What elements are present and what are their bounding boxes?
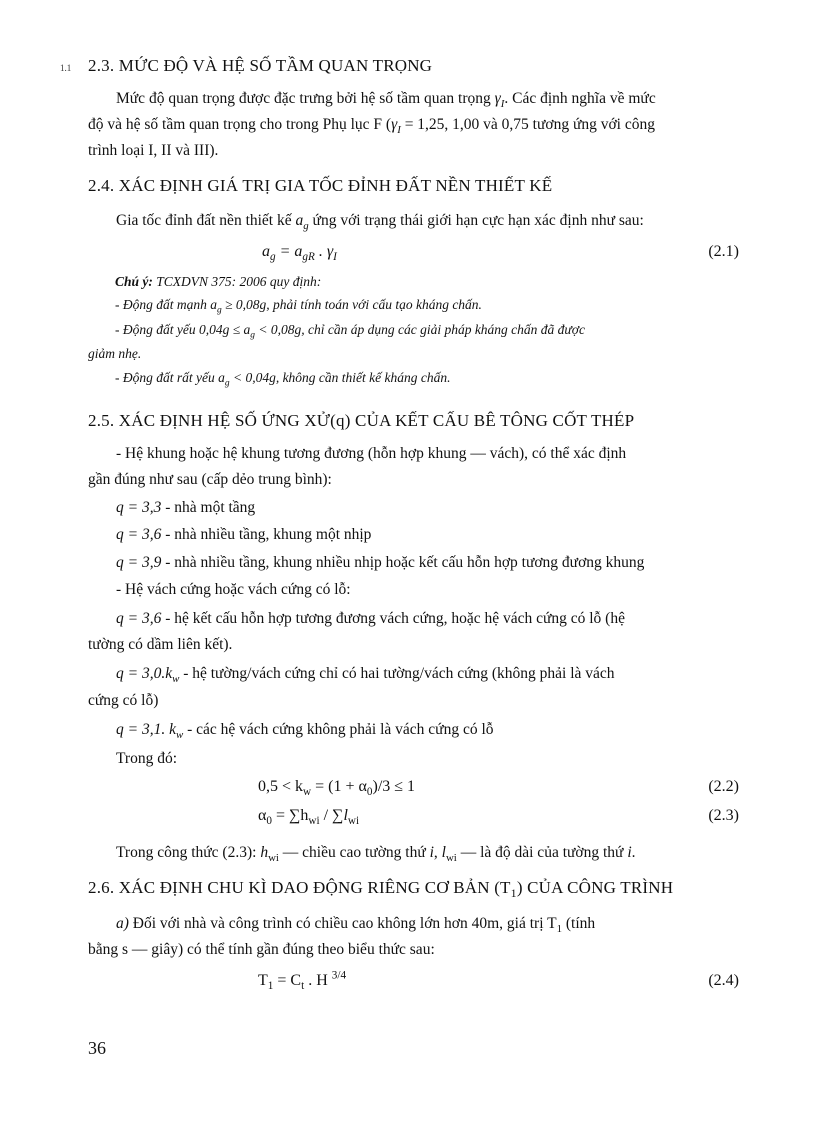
note-item-3: - Động đất rất yếu $a_g < 0,04g$, không cần thiết kế kháng chấn.	[115, 370, 451, 389]
section-2-5-line-3: - Hệ vách cứng hoặc vách cứng có lỗ:	[116, 581, 351, 598]
q-item-4-cont: tường có dầm liên kết).	[88, 636, 233, 653]
q-item-1: q = 3,3 - nhà một tầng	[116, 499, 256, 516]
q-item-6: q = 3,1. $k_w$ - các hệ vách cứng không phải là vách cứng có lỗ	[116, 721, 494, 741]
section-2-6-line-1: a) Đối với nhà và công trình có chiều cao không lớn hơn 40m, giá trị $T_1$ (tính	[116, 915, 596, 935]
equation-2-3-number: (2.3)	[708, 807, 739, 824]
section-2-5-title: 2.5. XÁC ĐỊNH HỆ SỐ ỨNG XỬ(q) CỦA KẾT CẤU BÊ TÔNG CỐT THÉP	[88, 411, 635, 430]
section-2-5-line-1: - Hệ khung hoặc hệ khung tương đương (hỗn hợp khung — vách), có thể xác định	[116, 445, 627, 462]
section-2-3-title: 2.3. MỨC ĐỘ VÀ HỆ SỐ TẦM QUAN TRỌNG	[88, 56, 433, 75]
section-2-6-line-2: bằng s — giây) có thể tính gần đúng theo biểu thức sau:	[88, 941, 435, 958]
note-item-2-cont: giảm nhẹ.	[88, 346, 142, 361]
q-item-4: q = 3,6 - hệ kết cấu hỗn hợp tương đương vách cứng, hoặc hệ vách cứng có lỗ (hệ	[116, 610, 625, 627]
equation-2-4: $T_1 = C_t$ . H $^{3/4}$	[258, 969, 347, 992]
note-item-2: - Động đất yếu $0,04g \le a_g < 0,08g$, chỉ cần áp dụng các giải pháp kháng chấn đã được	[115, 322, 585, 341]
note-item-1: - Động đất mạnh $a_g \ge 0,08g$, phải tính toán với cấu tạo kháng chấn.	[115, 297, 482, 316]
section-2-6-title: 2.6. XÁC ĐỊNH CHU KÌ DAO ĐỘNG RIÊNG CƠ BẢN $(T_1)$ CỦA CÔNG TRÌNH	[88, 878, 674, 901]
equation-2-2: $0,5 < k_w = (1 + \alpha_0)/3 \le 1$	[258, 778, 416, 798]
section-2-3-line-1: Mức độ quan trọng được đặc trưng bởi hệ số tầm quan trọng $\gamma_I$. Các định nghĩa về mức	[116, 90, 656, 110]
margin-mark: 1.1	[60, 63, 72, 73]
equation-2-3: $\alpha_0 = \sum h_{wi} / \sum l_{wi}$	[258, 807, 360, 827]
section-2-4-title: 2.4. XÁC ĐỊNH GIÁ TRỊ GIA TỐC ĐỈNH ĐẤT NỀN THIẾT KẾ	[88, 176, 553, 195]
formula-explanation: Trong công thức (2.3): $h_{wi}$ — chiều cao tường thứ i, $l_{wi}$ — là độ dài của tường thứ i.	[116, 844, 636, 864]
section-2-5-line-2: gần đúng như sau (cấp dẻo trung bình):	[88, 471, 332, 488]
section-2-3-line-2: độ và hệ số tầm quan trọng cho trong Phụ lục F ($\gamma_I = 1,25$, 1,00 và 0,75 tương ứng với công	[88, 116, 655, 136]
equation-2-1: $a_g = a_{gR}$ . $\gamma_I$	[262, 243, 337, 263]
section-2-4-line-1: Gia tốc đỉnh đất nền thiết kế $a_g$ ứng với trạng thái giới hạn cực hạn xác định như sau:	[116, 212, 644, 232]
equation-2-2-number: (2.2)	[708, 778, 739, 795]
q-item-5: $q = 3,0.k_w$ - hệ tường/vách cứng chỉ có hai tường/vách cứng (không phải là vách	[116, 665, 615, 685]
equation-2-4-number: (2.4)	[708, 972, 739, 989]
where-label: Trong đó:	[116, 750, 178, 767]
note-heading: Chú ý: TCXDVN 375: 2006 quy định:	[115, 274, 322, 289]
page-number: 36	[88, 1038, 106, 1058]
equation-2-1-number: (2.1)	[708, 243, 739, 260]
q-item-5-cont: cứng có lỗ)	[88, 692, 159, 709]
section-2-3-line-3: trình loại I, II và III).	[88, 142, 219, 159]
q-item-3: q = 3,9 - nhà nhiều tầng, khung nhiều nhịp hoặc kết cấu hỗn hợp tương đương khung	[116, 554, 645, 571]
q-item-2: q = 3,6 - nhà nhiều tầng, khung một nhịp	[116, 526, 372, 543]
